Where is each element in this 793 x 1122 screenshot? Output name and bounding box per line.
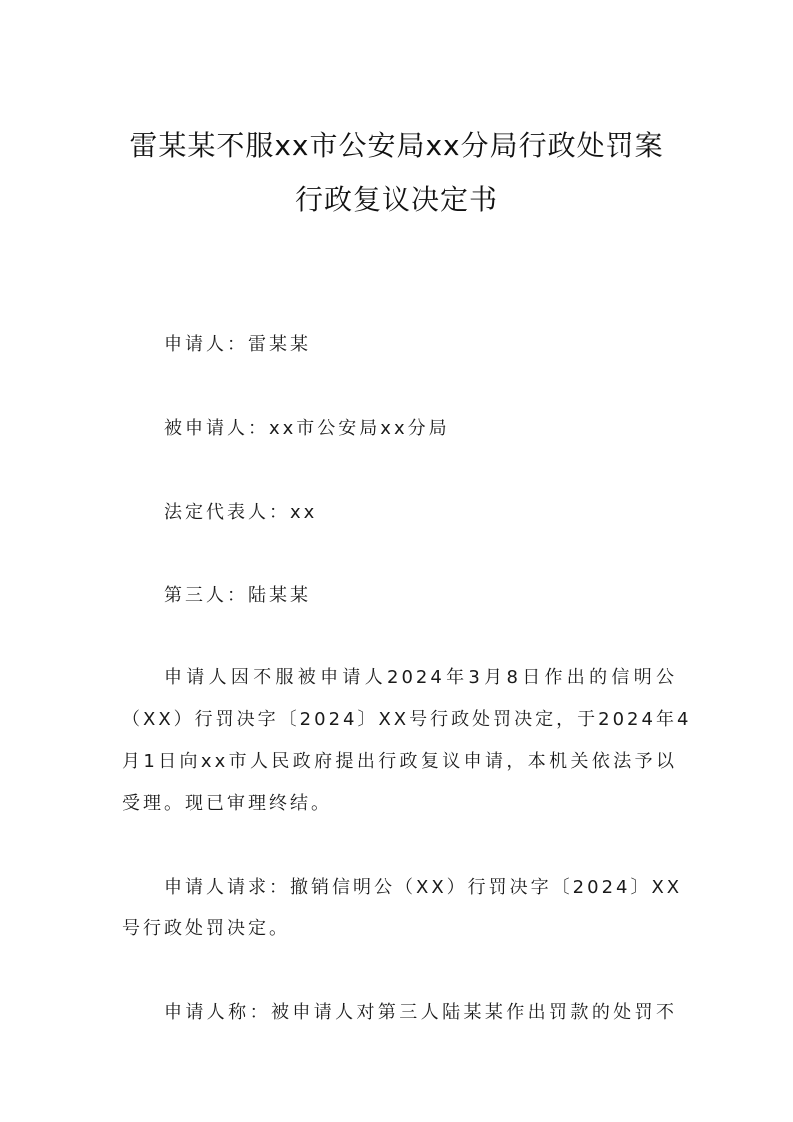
- paragraph-2-line-2: 号行政处罚决定。: [122, 918, 290, 939]
- applicant-line: 申请人：雷某某: [164, 334, 311, 355]
- paragraph-1-line-2: （XX）行罚决字〔2024〕XX号行政处罚决定，于2024年4: [122, 709, 692, 730]
- respondent-line: 被申请人：xx市公安局xx分局: [164, 418, 450, 439]
- paragraph-1-line-4: 受理。现已审理终结。: [122, 793, 332, 814]
- document-title-line-1: 雷某某不服xx市公安局xx分局行政处罚案: [129, 129, 664, 162]
- paragraph-1-line-3: 月1日向xx市人民政府提出行政复议申请，本机关依法予以: [122, 751, 677, 772]
- paragraph-3-line-1: 申请人称：被申请人对第三人陆某某作出罚款的处罚不: [164, 1002, 677, 1023]
- third-party-line: 第三人：陆某某: [164, 585, 311, 606]
- legal-representative-line: 法定代表人：xx: [164, 502, 318, 523]
- document-title-line-2: 行政复议决定书: [294, 183, 498, 216]
- paragraph-2-line-1: 申请人请求：撤销信明公（XX）行罚决字〔2024〕XX: [164, 877, 683, 898]
- paragraph-1-line-1: 申请人因不服被申请人2024年3月8日作出的信明公: [164, 667, 677, 688]
